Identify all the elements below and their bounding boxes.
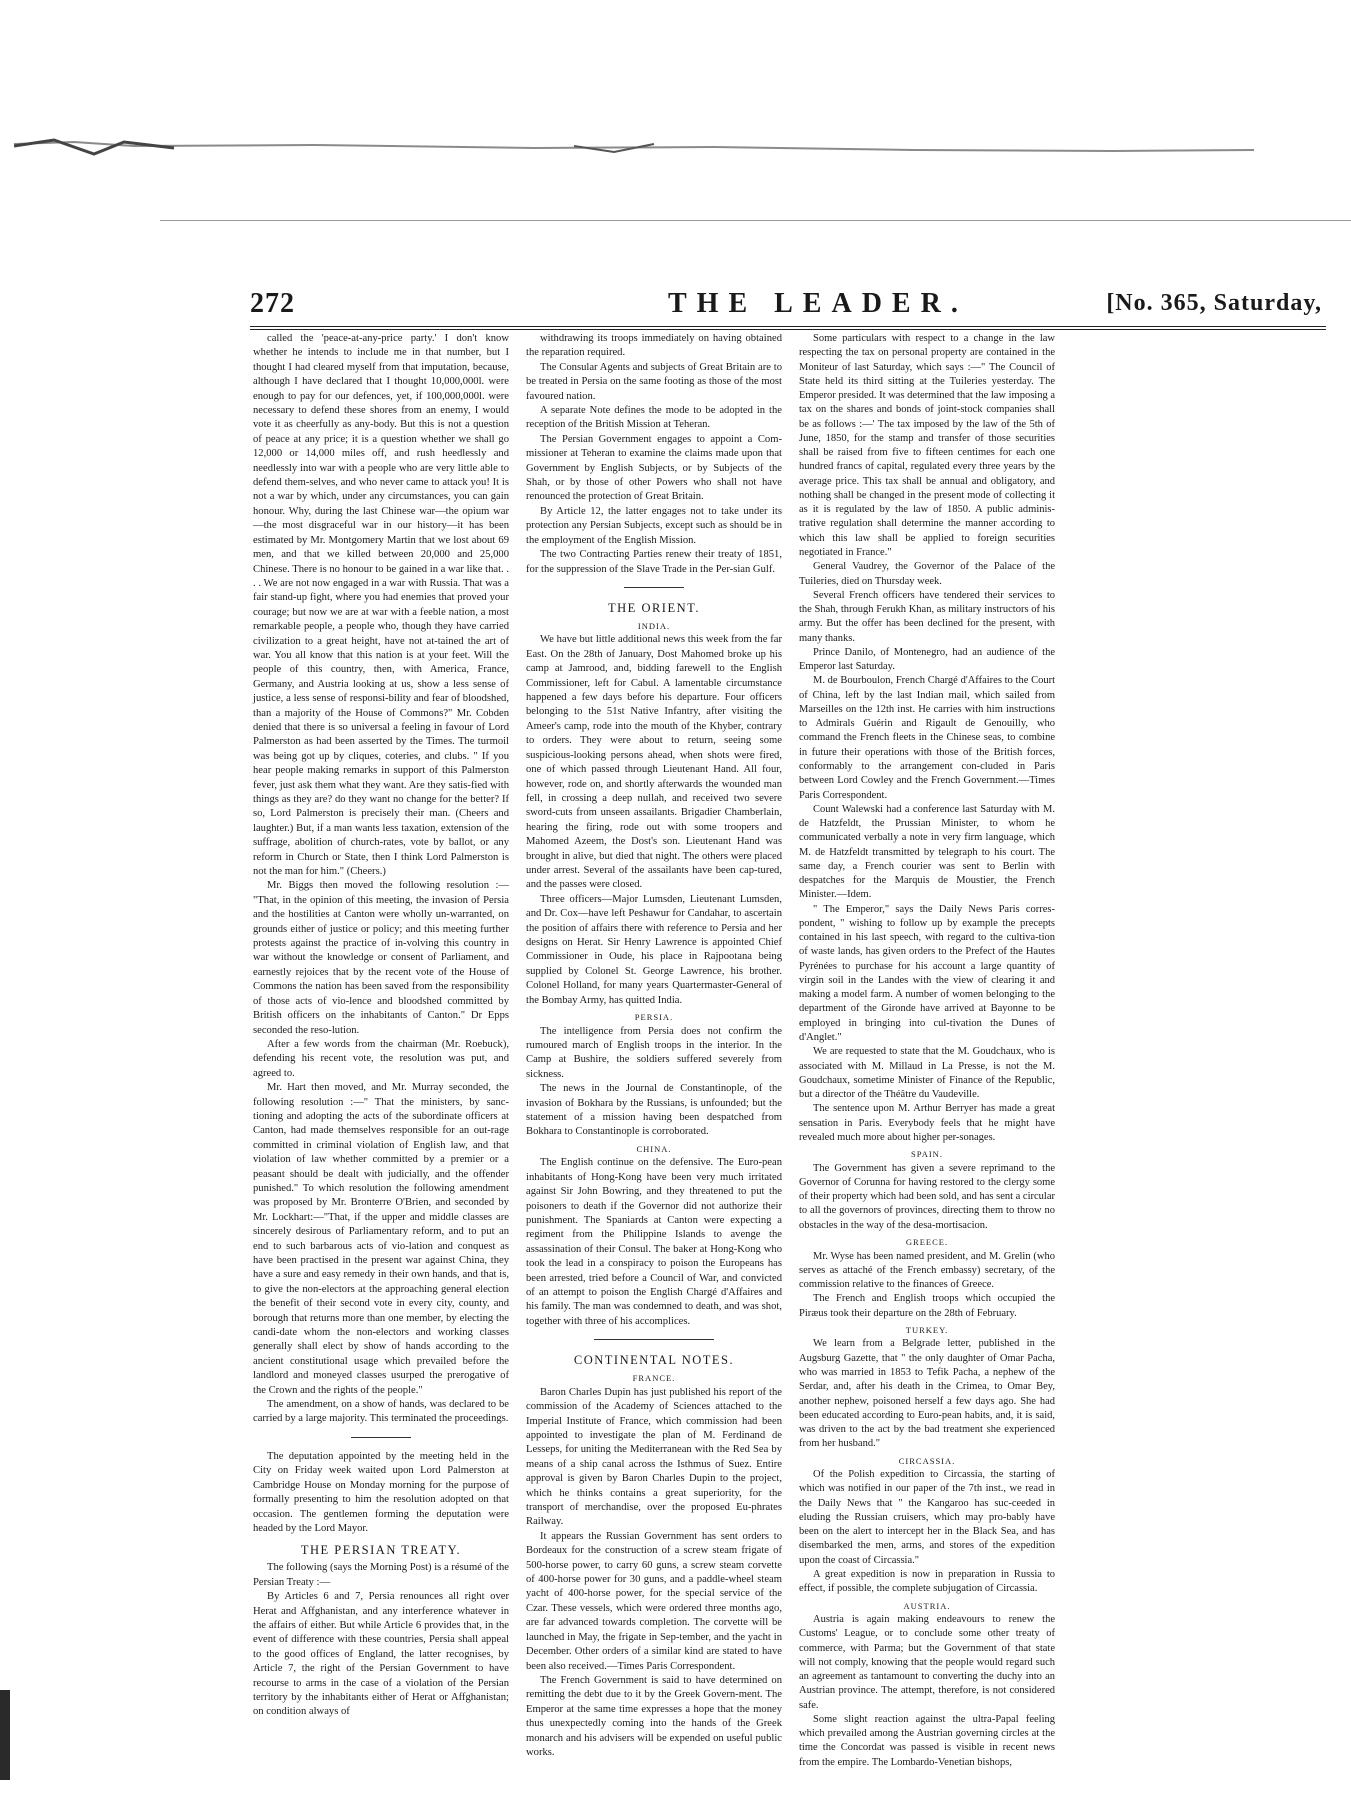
- newspaper-title: THE LEADER.: [668, 288, 968, 319]
- article-paragraph: The deputation appointed by the meeting held in the City on Friday week waited upon Lord Palmerston at Cambridge House on Monday morning for the purpose of formally presenting to him the resolution adopted on that occasion. The gentlemen forming the deputation were headed by the Lord Mayor.: [253, 1450, 509, 1534]
- article-subheading: PERSIA.: [634, 1012, 674, 1023]
- article-heading: THE PERSIAN TREATY.: [300, 1543, 462, 1558]
- masthead: [250, 290, 1326, 322]
- article-paragraph: The French and English troops which occupied the Piræus took their departure on the 28th of February.: [799, 1293, 1055, 1319]
- article-paragraph: The intelligence from Persia does not confirm the rumoured march of English troops in the interior. In the Camp at Bushire, the soldiers suffered severely from sickness.: [526, 1025, 782, 1080]
- article-paragraph: Some slight reaction against the ultra-Papal feeling which prevailed among the Austrian governing circles at the time the Concordat was passed is visible in recent news from the empire. The Lombardo-Venetian bishops,: [799, 1713, 1055, 1768]
- article-paragraph: withdrawing its troops immediately on having obtained the reparation required.: [526, 333, 782, 359]
- article-paragraph: We are requested to state that the M. Goudchaux, who is associated with M. Millaud in La Presse, is not the M. Goudchaux, sometime Minister of Finance of the Republic, but a director of the Théâtre du Vaudeville.: [799, 1046, 1055, 1101]
- article-paragraph: The Consular Agents and subjects of Great Britain are to be treated in Persia on the same footing as those of the most favoured nation.: [526, 361, 782, 402]
- scan-smudge: [14, 136, 1254, 162]
- article-subheading: CHINA.: [636, 1143, 672, 1154]
- section-divider: [351, 1437, 411, 1438]
- article-subheading: AUSTRIA.: [903, 1600, 951, 1611]
- article-paragraph: The English continue on the defensive. The Euro-pean inhabitants of Hong-Kong have been very much irritated against Sir John Bowring, and they threatened to put the poisoners to death if the Governor did not authorize their punishment. The Spaniards at Canton were expecting a regiment from the Philippine Islands to avenge the assassination of their Consul. The baker at Hong-Kong who took the lead in a conspiracy to poison the Europeans has been arrested, tried before a Council of War, and convicted of an attempt to poison the English Chargé d'Affaires and his family. The man was condemned to death, and was shot, together with three of his accomplices.: [526, 1157, 782, 1327]
- article-subheading: CIRCASSIA.: [898, 1455, 956, 1466]
- article-paragraph: The following (says the Morning Post) is a résumé of the Persian Treaty :—: [253, 1562, 509, 1588]
- article-paragraph: M. de Bourboulon, French Chargé d'Affaires to the Court of China, left by the last Indian mail, which sailed from Marseilles on the 12th inst. He carries with him instructions to Admirals Guérin and Rigault de Genouilly, who command the French fleets in the Chinese seas, to combine in future their operations with those of the British forces, conformably to the arrangement con-cluded in Paris between Lord Cowley and the French Government.—Times Paris Correspondent.: [799, 675, 1055, 801]
- article-paragraph: Three officers—Major Lumsden, Lieutenant Lumsden, and Dr. Cox—have left Peshawur for Candahar, to ascertain the position of affairs there with reference to Persia and her designs on Herat. Sir Henry Lawrence is appointed Chief Commissioner in Oude, his place in Rajpootana being supplied by Colonel St. George Lawrence, his brother. Colonel Holland, for many years Quartermaster-General of the Bombay Army, has quitted India.: [526, 893, 782, 1006]
- article-paragraph: Austria is again making endeavours to renew the Customs' League, or to conclude some other treaty of commerce, with Parma; but the Government of that state will not comply, knowing that the people would regard such an agreement as tantamount to converting the duchy into an Austrian province. The attempt, therefore, is not considered safe.: [799, 1614, 1055, 1711]
- article-paragraph: It appears the Russian Government has sent orders to Bordeaux for the construction of a screw steam frigate of 500-horse power, to carry 60 guns, a screw steam corvette of 400-horse power for 30 guns, and a paddle-wheel steam yacht of 400-horse power, for the special service of the Czar. These vessels, which were ordered three months ago, are far advanced towards completion. The corvette will be launched in May, the frigate in Sep-tember, and the yacht in December. Other orders of a similar kind are stated to have been also received.—Times Paris Correspondent.: [526, 1530, 782, 1672]
- article-paragraph: The Persian Government engages to appoint a Com-missioner at Teheran to examine the claims made upon that Government by English Subjects, or by Subjects of the Shah, or by those of other Powers who shall not have renounced the protection of Great Britain.: [526, 433, 782, 503]
- column-1: [253, 332, 509, 1720]
- article-paragraph: We have but little additional news this week from the far East. On the 28th of January, Dost Mahomed broke up his camp at Jamrood, and, bidding farewell to the English Commissioner, left for Cabul. A lamentable circumstance happened a few days before his departure. Four officers belonging to the 51st Native Infantry, after visiting the Ameer's camp, rode into the mouth of the Khyber, contrary to orders. They were about to return, seeing some suspicious-looking persons ahead, when shots were fired, one of which passed through Lieutenant Hand. All four, however, rode on, and shortly afterwards the wounded man fell, in crossing a deep nullah, and received two severe sword-cuts from unseen assailants. Brigadier Chamberlain, hearing the firing, rode out with some troopers and Mahomed Azeem, the Dost's son. Lieutenant Hand was brought in alive, but died that night. The others were placed under arrest. Several of the assailants have been cap-tured, and the passes were closed.: [526, 634, 782, 891]
- issue-label: [No. 365, Saturday,: [1106, 290, 1322, 316]
- article-paragraph: The Government has given a severe reprimand to the Governor of Corunna for having restored to the clergy some of their property which had been sold, and has sent a circular to all the governors of provinces, directing them to throw no obstacles in the way of the desa-mortisacion.: [799, 1162, 1055, 1231]
- article-paragraph: Of the Polish expedition to Circassia, the starting of which was notified in our paper of the 7th inst., we read in the Daily News that " the Kangaroo has suc-ceeded in eluding the Russian cruisers, which may pro-bably have been on the alert to intercept her in the Black Sea, and has disembarked the men, arms, and stores of the expedition upon the coast of Circassia.": [799, 1469, 1055, 1566]
- article-paragraph: By Articles 6 and 7, Persia renounces all right over Herat and Affghanistan, and any interference whatever in the affairs of either. But while Article 6 provides that, in the event of difference with these countries, Persia shall appeal to the good offices of England, the latter recognises, by Article 7, the right of the Persian Government to have recourse to arms in the case of a violation of the Persian territory by the inhabitants either of Herat or Affghanistan; on condition always of: [253, 1591, 509, 1718]
- article-paragraph: The amendment, on a show of hands, was declared to be carried by a large majority. This terminated the proceedings.: [253, 1399, 509, 1425]
- article-paragraph: By Article 12, the latter engages not to take under its protection any Persian Subjects, except such as should be in the employment of the English Mission.: [526, 505, 782, 546]
- column-3: [799, 332, 1055, 1770]
- page-number: 272: [250, 288, 295, 319]
- scan-edge-line: [160, 220, 1351, 221]
- article-paragraph: " The Emperor," says the Daily News Paris corres-pondent, " wishing to follow up by example the precepts contained in his last speech, with regard to the cultiva-tion of waste lands, has given orders to the Prefect of the Hautes Pyrénées to purchase for his account a large quantity of virgin soil in the Landes with the view of clearing it and making a model farm. A number of women belonging to the department of the Gironde have arrived at Bayonne to be employed in bringing into cul-tivation the Dunes of d'Anglet.": [799, 903, 1055, 1044]
- header-rule-thin: [250, 329, 1326, 330]
- scan-margin: [0, 0, 1351, 228]
- article-paragraph: The news in the Journal de Constantinople, of the invasion of Bokhara by the Russians, is unfounded; but the statement of a mission having been despatched from Bokhara to Constantinople is corroborated.: [526, 1083, 782, 1138]
- article-paragraph: The two Contracting Parties renew their treaty of 1851, for the suppression of the Slave Trade in the Per-sian Gulf.: [526, 549, 782, 575]
- column-2: [526, 332, 782, 1760]
- article-paragraph: Prince Danilo, of Montenegro, had an audience of the Emperor last Saturday.: [799, 646, 1055, 673]
- article-paragraph: The French Government is said to have determined on remitting the debt due to it by the Greek Govern-ment. The Emperor at the same time expresses a hope that the money thus unexpectedly coming into the hands of the Greek monarch and his advisers will be expended on useful public works.: [526, 1674, 782, 1758]
- article-paragraph: Baron Charles Dupin has just published his report of the commission of the Academy of Sciences attached to the Imperial Institute of France, which commission had been appointed to investigate the plan of M. Ferdinand de Lesseps, for uniting the Mediterranean with the Red Sea by means of a ship canal across the Isthmus of Suez. Entire approval is given by Baron Charles Dupin to the project, which he thinks contains a great superiority, for the transport of merchandise, over the proposed Eu-phrates Railway.: [526, 1386, 782, 1528]
- article-paragraph: A separate Note defines the mode to be adopted in the reception of the British Mission at Teheran.: [526, 405, 782, 431]
- article-paragraph: Count Walewski had a conference last Saturday with M. de Hatzfeldt, the Prussian Minister, to whom he communicated verbally a note in very firm language, which M. de Hatzfeldt transmitted by telegraph to his court. The same day, a French courier was sent to Berlin with despatches for the Marquis de Moustier, the French Minister.—Idem.: [799, 803, 1055, 901]
- article-subheading: FRANCE.: [632, 1373, 676, 1384]
- article-heading: CONTINENTAL NOTES.: [573, 1353, 735, 1368]
- article-paragraph: After a few words from the chairman (Mr. Roebuck), defending his recent vote, the resolution was put, and agreed to.: [253, 1038, 509, 1079]
- article-heading: THE ORIENT.: [608, 600, 700, 615]
- article-paragraph: Mr. Hart then moved, and Mr. Murray seconded, the following resolution :—" That the ministers, by sanc-tioning and adopting the acts of the subordinate officers at Canton, had made themselves responsible for an out-rage committed in criminal violation of English law, and that violation of law whether committed by a premier or a peasant should be dealt with judicially, and the offender punished." To which resolution the following amendment was proposed by Mr. Bronterre O'Brien, and seconded by Mr. Lockhart:—"That, if the upper and middle classes are sincerely desirous of Parliamentary reform, and to put an end to such barbarous acts of vio-lation and conquest as have been practised in the present war against China, they have a sure and easy remedy in their own hands, and that is, to give the non-electors at the approaching general election the benefit of their second vote in every city, county, and borough that returns more than one member, by electing the candi-date whom the non-electors and working classes generally shall elect by show of hands according to the ancient constitutional usage which prevailed before the landlord and moneyed classes usurped the prerogative of the Crown and the rights of the people.": [253, 1082, 509, 1396]
- article-paragraph: The sentence upon M. Arthur Berryer has made a great sensation in Paris. Everybody feels that he might have revealed much more about higher per-sonages.: [799, 1103, 1055, 1143]
- section-divider: [624, 587, 684, 588]
- article-paragraph: We learn from a Belgrade letter, published in the Augsburg Gazette, that " the only daughter of Omar Pacha, who was married in 1853 to Tefik Pacha, a nephew of the Serdar, and, after his death in the Crimea, to Omar Bey, another nephew, poisoned herself a few days ago. She had been educated according to Euro-pean habits, and, it is said, was driven to the act by the bad treatment she experienced from her husband.": [799, 1338, 1055, 1450]
- article-paragraph: General Vaudrey, the Governor of the Palace of the Tuileries, died on Thursday week.: [799, 561, 1055, 587]
- article-paragraph: Mr. Biggs then moved the following resolution :— "That, in the opinion of this meeting, the invasion of Persia and the hostilities at Canton were wholly un-warranted, on grounds either of justice or policy; and this meeting further protests against the practice of in-volving this country in war without the knowledge or consent of Parliament, and earnestly rejoices that by the recent vote of the House of Commons the nation has been saved from the responsibility of those acts of vio-lence and bloodshed committed by British officers on the inhabitants of Canton." Dr Epps seconded the reso-lution.: [253, 880, 509, 1036]
- article-paragraph: Mr. Wyse has been named president, and M. Grelin (who serves as attaché of the French embassy) secretary, of the commission relative to the finances of Greece.: [799, 1250, 1055, 1291]
- article-subheading: SPAIN.: [911, 1149, 943, 1160]
- section-divider: [594, 1339, 714, 1340]
- article-paragraph: Some particulars with respect to a change in the law respecting the tax on personal property are contained in the Moniteur of last Saturday, which says :—" The Council of State held its third sitting at the Tuileries yesterday. The Emperor presided. It was determined that the law imposing a tax on the shares and bonds of joint-stock companies shall be as follows :—' The tax imposed by the law of the 5th of June, 1850, for the stamp and transfer of those securities shall be raised from five to fifteen centimes for each one hundred francs of capital, regulated every three years by the average price. This tax shall be annual and obligatory, and nothing shall be changed in the present mode of collecting it as it is regulated by the law of 1850. A public adminis-trative regulation shall determine the manner according to which this law shall be applied to foreign securities negotiated in France.": [799, 333, 1056, 558]
- article-paragraph: called the 'peace-at-any-price party.' I don't know whether he intends to include me in that number, but I thought I had cleared myself from that imputation, because, although I have declared that I thought 10,000,000l. were enough to pay for our defences, yet, if 100,000,000l. were necessary to defend these shores from an enemy, I would vote it as cheerfully as any-body. But this is not a question of peace at any price; it is a question whether we shall go 12,000 or 14,000 miles off, and rush heedlessly and needlessly into war with a people who are very little able to defend them-selves, and who never came to attack you! It is not a war by which, under any circumstances, you can gain honour. Why, during the last Chinese war—the opium war—the most disgraceful war in our history—it has been estimated by Mr. Montgomery Martin that we lost about 69 men, and that we killed between 20,000 and 25,000 Chinese. There is no honour to be gained in a war like that. . . . We are not now engaged in a war with Russia. That was a fair stand-up fight, where you had enemies that proved your courage; but now we are at war with a feeble nation, a most remarkable people, a people who, though they have carried civilization to a great height, have not at-tained the art of war. You all know that this nation is at your feet. Will the people of this country, then, with America, France, Germany, and Austria looking at us, show a less sense of justice, a less sense of responsi-bility and fear of bloodshed, than a majority of the House of Commons?" Mr. Cobden denied that there is so universal a feeling in favour of Lord Palmerston as had been asserted by the Times. The turmoil was being got up by cliques, coteries, and clubs. " If you hear people making remarks in support of this Palmerston fever, just ask them what they want. Are they satis-fied with things as they are? do they want no change for the better? If so, Lord Palmerston is precisely their man. (Cheers and laughter.) But, if a man wants less taxation, extension of the suffrage, abolition of church-rates, vote by ballot, or any reform in Church or State, then I think Lord Palmerston is not the man for him." (Cheers.): [253, 333, 509, 878]
- article-subheading: TURKEY.: [905, 1324, 949, 1335]
- article-subheading: INDIA.: [637, 620, 671, 631]
- article-paragraph: Several French officers have tendered their services to the Shah, through Ferukh Khan, as military instructors of his army. But the offer has been declined for the present, with many thanks.: [799, 589, 1055, 644]
- article-subheading: GREECE.: [905, 1237, 949, 1248]
- article-paragraph: A great expedition is now in preparation in Russia to effect, if possible, the complete subjugation of Circassia.: [799, 1568, 1055, 1595]
- header-rule: [250, 326, 1326, 327]
- left-edge-mark: [0, 1690, 10, 1780]
